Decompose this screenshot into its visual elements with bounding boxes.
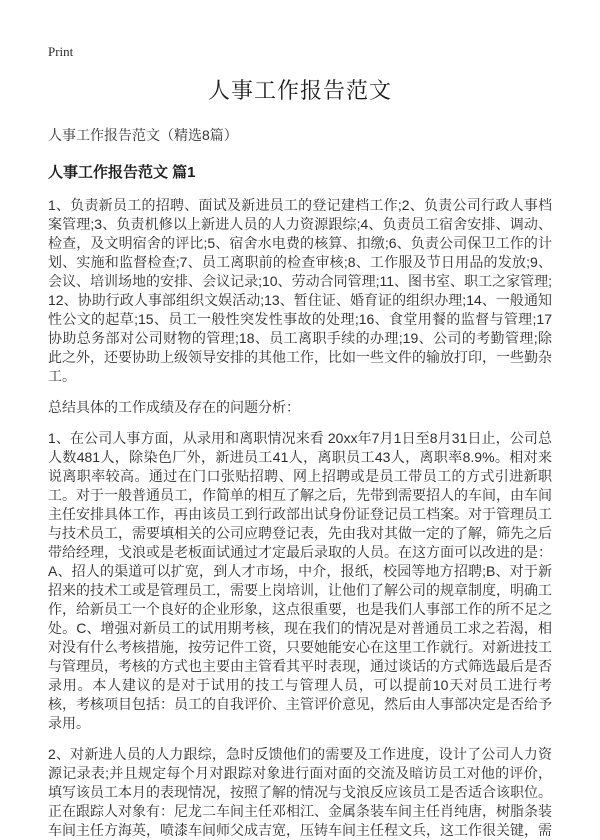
paragraph-hr-recruitment: 1、在公司人事方面，从录用和离职情况来看 20xx年7月1日至8月31日止，公司总人数481人，除染色厂外，新进员工41人，离职员工43人，离职率8.9%。相对来说离职率较高。通过在门口张贴招聘、网上招聘或是员工带员工的方式引进新职工。对于一般普通员工，作简单的相互了解之后，先带到需要招人的车间，由车间主任安排具体工作，再由该员工到行政部出试身份证登记员工档案。对于管理员工与技术员工，需要填相关的公司应聘登记表，先由我对其做一定的了解，筛先之后带给经理，戈浪或是老板面试通过才定最后录取的人员。在这方面可以改进的是：A、招人的渠道可以扩宽，到人才市场，中介，报纸，校园等地方招聘;B、对于新招来的技术工或是管理员工，需要上岗培训，让他们了解公司的规章制度，明确工作，给新员工一个良好的企业形象，这点很重要，也是我们人事部工作的所不足之处。C、增强对新员工的试用期考核，现在我们的情况是对普通员工求之若渴，相对没有什么考核措施，按劳记件工资，只要她能安心在这里工作就行。对新进技工与管理员，考核的方式也主要由主管看其平时表现，通过谈话的方式筛选最后是否录用。本人建议的是对于试用的技工与管理人员，可以提前10天对员工进行考核，考核项目包括：员工的自我评价、主管评价意见，然后由人事部决定是否给予录用。: [48, 430, 552, 731]
page-title: 人事工作报告范文: [207, 78, 392, 103]
paragraph-summary-intro: 总结具体的工作成绩及存在的问题分析：: [48, 399, 300, 415]
section-heading-part1: 人事工作报告范文 篇1: [48, 164, 196, 181]
paragraph-duties-list: 1、负责新员工的招聘、面试及新进员工的登记建档工作;2、负责公司行政人事档案管理;3、负责机修以上新进人员的人力资源跟综;4、负责员工宿舍安排、调动、检查，及文明宿舍的评比;5、宿舍水电费的核算、扣缴;6、负责公司保卫工作的计划、实施和监督检查;7、员工离职前的检查审核;8、工作服及节日用品的发放;9、会议、培训场地的安排、会议记录;10、劳动合同管理;11、图书室、职工之家管理;12、协助行政人事部组织文娱活动;13、暂住证、婚育证的组织办理;14、一般通知性公文的起草;15、员工一般性突发性事故的处理;16、食堂用餐的监督与管理;17协助总务部对公司财物的管理;18、员工离职手续的办理;19、公司的考勤管理;除此之外，还要协助上级领导安排的其他工作，比如一些文件的输放打印，一些勤杂工。: [48, 197, 552, 384]
print-link[interactable]: Print: [48, 44, 74, 59]
paragraph-hr-tracking: 2、对新进人员的人力跟综，急时反馈他们的需要及工作进度，设计了公司人力资源记录表;并且规定每个月对跟踪对象进行面对面的交流及暗访员工对他的评价，填写该员工本月的表现情况，按照了解的情况与戈浪反应该员工是否适合该职位。正在跟踪人对象有：尼龙二车间主任邓相江、金属条装车间主任肖纯唐，树脂条装车间主任方海英，喷漆车间师父成吉宽，压铸车间主任程文兵，这工作很关键，需: [48, 746, 552, 838]
doc-subtitle: 人事工作报告范文（精选8篇）: [48, 127, 238, 143]
